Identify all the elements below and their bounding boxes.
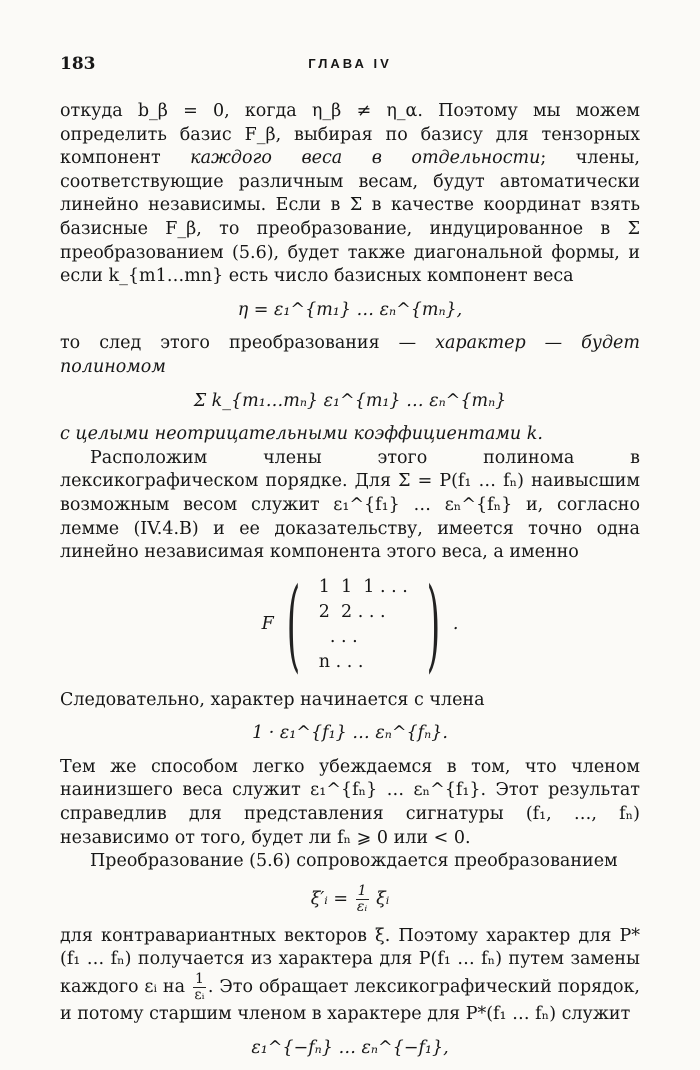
- page-body: [60, 100, 640, 1070]
- formula-weight: η = ε₁^{m₁} … εₙ^{mₙ},: [237, 299, 463, 320]
- paragraph-8: для контравариантных векторов ξ. Поэтому характер для P*(f₁ … fₙ) получается из характера для P(f₁ … fₙ) путем замены каждого εᵢ на $\frac{1}{\text{εᵢ}}$ . Это обращает лексикографический порядок, и потому старшим членом в характере для P*(f₁ … fₙ) служит: [60, 925, 640, 1025]
- fraction: $\frac{1}{\text{εᵢ}}$: [356, 882, 368, 915]
- paragraph-4: Расположим члены этого полинома в лексикографическом порядке. Для Σ = P(f₁ … fₙ) наивысшим возможным весом служит ε₁^{f₁} … εₙ^{fₙ} и, согласно лемме (IV.4.B) и ее доказательству, имеется точно одна линейно независимая компонента этого веса, а именно: [60, 447, 640, 563]
- matrix-row: . . .: [318, 626, 358, 647]
- matrix: ( 1 1 1 . . . 2 2 . . . . . . n . . . ): [286, 565, 441, 683]
- formula-character-sum: Σ k_{m₁…mₙ} ε₁^{m₁} … εₙ^{mₙ}: [193, 390, 507, 411]
- matrix-prefix: F: [261, 613, 274, 634]
- paragraph-7: Преобразование (5.6) сопровождается преобразованием: [90, 851, 618, 872]
- paragraph-3: [60, 423, 640, 447]
- formula-leading-term: 1 · ε₁^{f₁} … εₙ^{fₙ}.: [252, 723, 448, 744]
- paragraph-6: Тем же способом легко убеждаемся в том, что членом наинизшего веса служит ε₁^{fₙ} … εₙ^{f₁}. Этот результат справедлив для представления сигнатуры (f₁, …, fₙ) независимо от того, будет ли fₙ ⩾ 0 или < 0.: [60, 756, 640, 848]
- fraction: $\frac{1}{\text{εᵢ}}$: [194, 971, 205, 1004]
- formula-matrix: [80, 565, 640, 683]
- matrix-row: n . . .: [318, 651, 364, 672]
- matrix-row: 2 2 . . .: [318, 601, 386, 622]
- emphasis-text: с целыми неотрицательными коэффициентами k.: [60, 424, 543, 445]
- paragraph-2: то след этого преобразования — характер — будет полиномом: [60, 333, 641, 377]
- formula-highest-term: ε₁^{−fₙ} … εₙ^{−f₁},: [251, 1037, 449, 1058]
- running-header: [60, 54, 640, 78]
- formula-contravariant: ξ′ᵢ = $\frac{1}{\text{εᵢ}}$ ξᵢ: [310, 882, 390, 915]
- matrix-row: 1 1 1 . . .: [318, 576, 408, 597]
- emphasis-text: характер — будет полиномом: [60, 333, 641, 377]
- chapter-title: ГЛАВА IV: [308, 56, 392, 71]
- paragraph-5: Следовательно, характер начинается с члена: [60, 689, 485, 710]
- matrix-suffix: .: [452, 613, 459, 634]
- paragraph-1: откуда b_β = 0, когда η_β ≠ η_α. Поэтому мы можем определить базис F_β, выбирая по базису для тензорных компонент каждого веса в отдельности; члены, соответствующие различным весам, будут автоматически линейно независимы. Если в Σ в качестве координат взять базисные F_β, то преобразование, индуцированное в Σ преобразованием (5.6), будет также диагональной формы, и если k_{m1…mn} есть число базисных компонент веса: [60, 101, 640, 287]
- emphasis-text: каждого веса в отдельности: [190, 148, 541, 169]
- page-number: 183: [60, 54, 96, 74]
